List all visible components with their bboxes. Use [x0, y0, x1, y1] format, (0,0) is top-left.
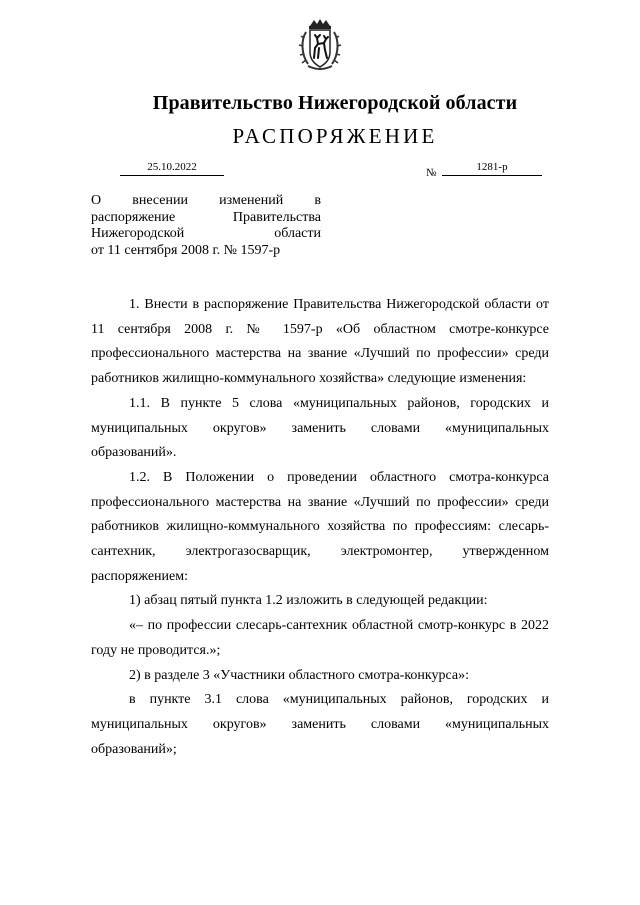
subject-line: от 11 сентября 2008 г. № 1597-р	[91, 242, 281, 258]
body-paragraph: «– по профессии слесарь-сантехник областной смотр-конкурс в 2022 году не проводится.»;	[91, 618, 549, 658]
body-paragraph: 1.2. В Положении о проведении областного смотра-конкурса профессионального мастерства на звание «Лучший по профессии» среди работников жилищно-коммунального хозяйства по профессиям: слесарь-сантехник, электрогазосварщик, электромонтер, утвержденном распоряжением:	[91, 469, 549, 584]
number-label: №	[426, 167, 437, 179]
document-type: РАСПОРЯЖЕНИЕ	[232, 124, 438, 148]
subject-line: О внесении изменений в	[91, 193, 321, 208]
subject-line: Нижегородской области	[91, 226, 321, 241]
body-paragraph: в пункте 3.1 слова «муниципальных районов, городских и муниципальных округов» заменить словами «муниципальных образований»;	[91, 692, 549, 757]
document-subject	[91, 193, 321, 259]
body-paragraph: 1. Внести в распоряжение Правительства Нижегородской области от 11 сентября 2008 г. № 1597-р «Об областном смотре-конкурсе профессионального мастерства на звание «Лучший по профессии» среди работников жилищно-коммунального хозяйства» следующие изменения:	[91, 297, 549, 387]
body-paragraph: 1.1. В пункте 5 слова «муниципальных районов, городских и муниципальных округов» заменить словами «муниципальных образований».	[91, 395, 549, 461]
coat-of-arms-icon	[298, 18, 342, 72]
document-number: 1281-р	[442, 161, 542, 176]
body-paragraph: 2) в разделе 3 «Участники областного смотра-конкурса»:	[129, 667, 469, 683]
subject-line: распоряжение Правительства	[91, 209, 321, 225]
body-paragraph: 1) абзац пятый пункта 1.2 изложить в следующей редакции:	[129, 593, 488, 609]
document-date: 25.10.2022	[120, 161, 224, 176]
document-body	[91, 293, 549, 762]
organization-name: Правительство Нижегородской области	[152, 92, 518, 114]
